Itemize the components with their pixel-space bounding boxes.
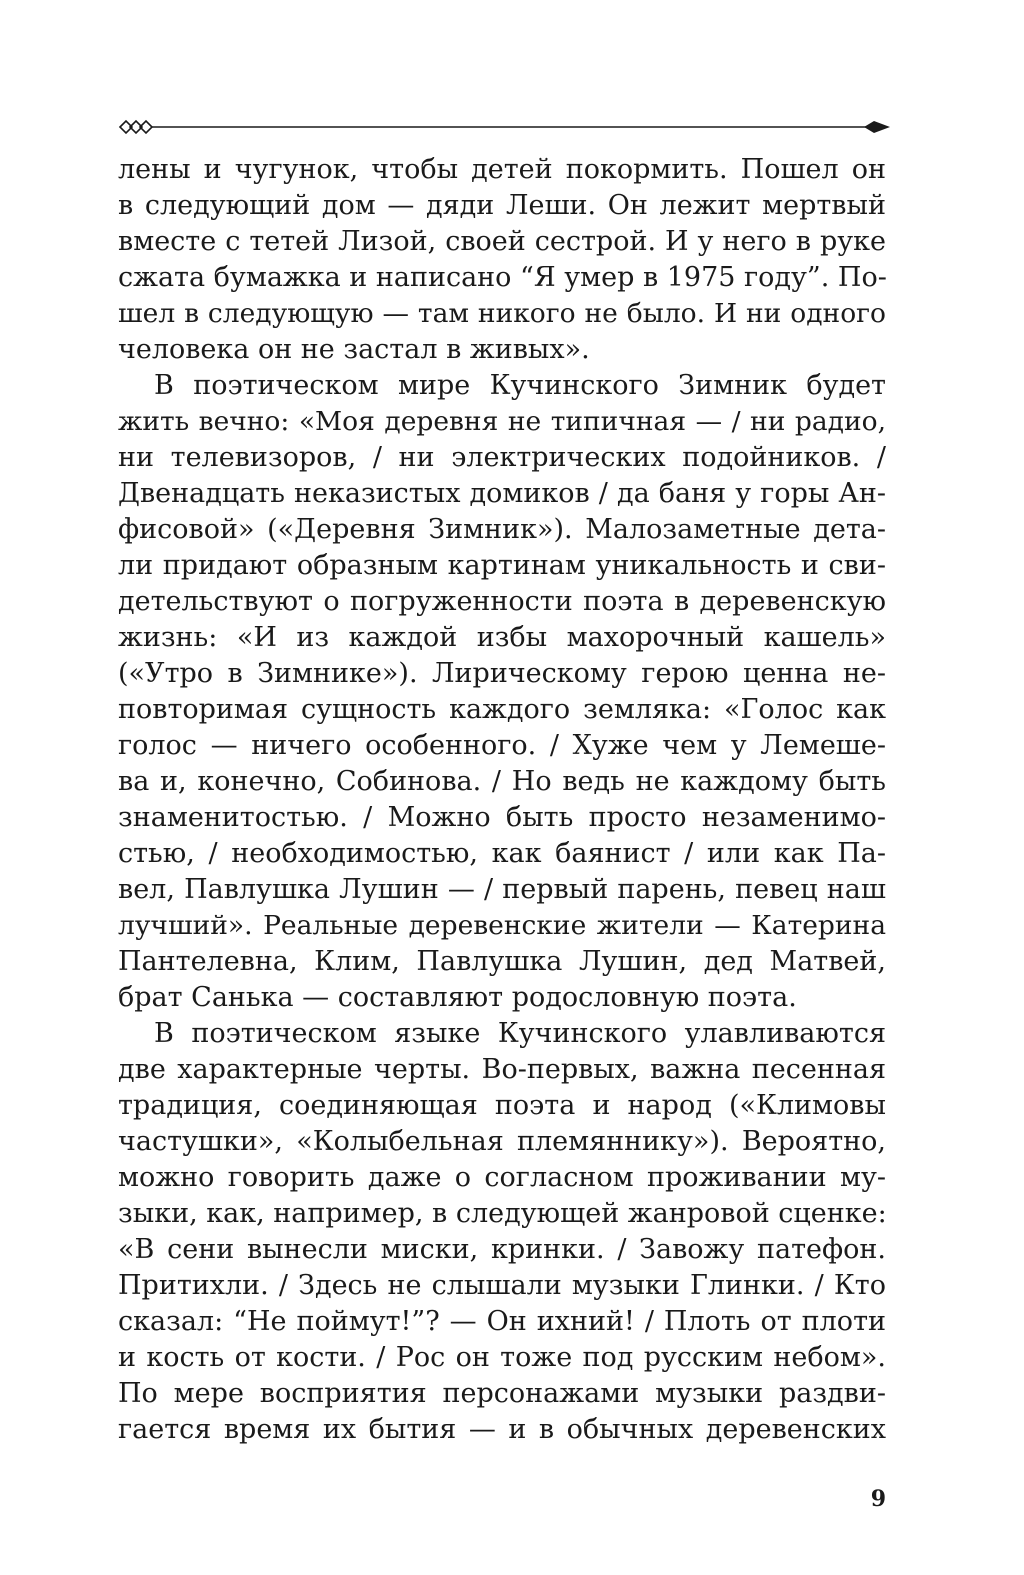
text-line: вместе с тетей Лизой, своей сестрой. И у него в руке xyxy=(118,226,886,257)
diamond-ornament-icon xyxy=(120,121,152,133)
paragraph xyxy=(118,152,886,368)
text-line: стью, / необходимостью, как баянист / или как Па- xyxy=(118,838,886,869)
text-line: человека он не застал в живых». xyxy=(118,334,590,365)
text-line: знаменитостью. / Можно быть просто незаменимо- xyxy=(118,802,886,833)
text-line: традиция, соединяющая поэта и народ («Климовы xyxy=(118,1090,886,1121)
text-line: в следующий дом — дяди Леши. Он лежит мертвый xyxy=(118,190,886,221)
paragraph xyxy=(118,1016,886,1448)
body-text xyxy=(118,152,886,1448)
paragraph xyxy=(118,368,886,1016)
text-line: «В сени вынесли миски, кринки. / Завожу патефон. xyxy=(118,1234,886,1265)
text-line: зыки, как, например, в следующей жанровой сценке: xyxy=(118,1198,887,1229)
arrowhead-icon xyxy=(864,121,890,133)
text-line: две характерные черты. Во-первых, важна песенная xyxy=(118,1054,886,1085)
text-line: В поэтическом мире Кучинского Зимник будет xyxy=(154,370,886,401)
text-line: ли придают образным картинам уникальность и сви- xyxy=(118,550,886,581)
text-line: сказал: “Не поймут!”? — Он ихний! / Плоть от плоти xyxy=(118,1306,886,1337)
header-ornament-rule xyxy=(118,116,890,138)
page-number: 9 xyxy=(870,1486,886,1512)
text-line: сжата бумажка и написано “Я умер в 1975 году”. По- xyxy=(118,262,887,293)
text-line: лучший». Реальные деревенские жители — Катерина xyxy=(118,910,886,941)
text-line: детельствуют о погруженности поэта в деревенскую xyxy=(118,586,886,617)
text-line: фисовой» («Деревня Зимник»). Малозаметные дета- xyxy=(118,514,886,545)
text-line: Притихли. / Здесь не слышали музыки Глинки. / Кто xyxy=(118,1270,886,1301)
text-line: В поэтическом языке Кучинского улавливаются xyxy=(154,1018,886,1049)
text-line: частушки», «Колыбельная племяннику»). Вероятно, xyxy=(118,1126,886,1157)
text-line: вел, Павлушка Лушин — / первый парень, певец наш xyxy=(118,874,886,905)
text-line: Двенадцать неказистых домиков / да баня у горы Ан- xyxy=(118,478,886,509)
text-line: («Утро в Зимнике»). Лирическому герою ценна не- xyxy=(118,658,886,689)
text-line: ва и, конечно, Собинова. / Но ведь не каждому быть xyxy=(118,766,886,797)
text-line: голос — ничего особенного. / Хуже чем у Лемеше- xyxy=(118,730,886,761)
text-line: повторимая сущность каждого земляка: «Голос как xyxy=(118,694,886,725)
text-line: гается время их бытия — и в обычных деревенских xyxy=(118,1414,886,1445)
text-line: лены и чугунок, чтобы детей покормить. Пошел он xyxy=(118,154,886,185)
text-line: можно говорить даже о согласном проживании му- xyxy=(118,1162,886,1193)
text-line: жить вечно: «Моя деревня не типичная — / ни радио, xyxy=(118,406,886,437)
text-line: и кость от кости. / Рос он тоже под русским небом». xyxy=(118,1342,886,1373)
text-line: брат Санька — составляют родословную поэта. xyxy=(118,982,797,1013)
text-line: жизнь: «И из каждой избы махорочный кашель» xyxy=(118,622,886,653)
text-line: шел в следующую — там никого не было. И ни одного xyxy=(118,298,886,329)
text-line: Пантелевна, Клим, Павлушка Лушин, дед Матвей, xyxy=(118,946,886,977)
text-line: ни телевизоров, / ни электрических подойников. / xyxy=(118,442,886,473)
text-line: По мере восприятия персонажами музыки раздви- xyxy=(118,1378,886,1409)
